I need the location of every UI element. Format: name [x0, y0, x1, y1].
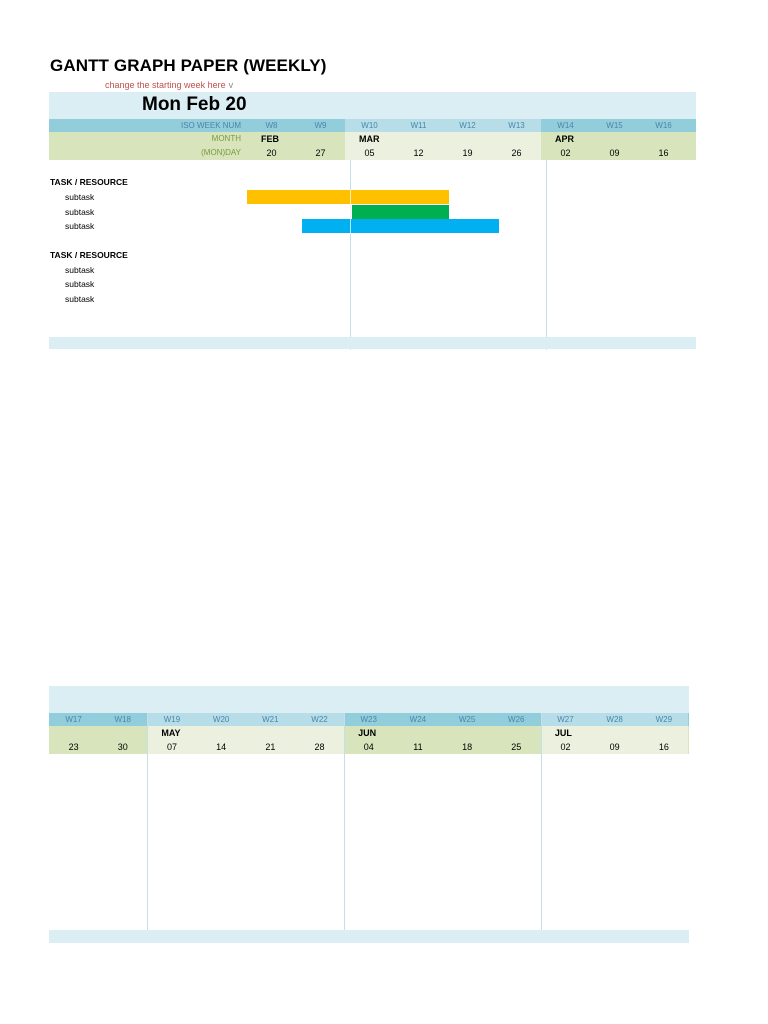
grid-divider [147, 713, 148, 943]
day-cell: 25 [492, 740, 541, 754]
month-cell [246, 726, 295, 740]
month-cell: APR [541, 132, 590, 146]
month-cell: MAR [345, 132, 394, 146]
subtask-label[interactable]: subtask [65, 293, 95, 304]
week-cell: W17 [49, 713, 98, 726]
footer-band-2 [49, 930, 689, 943]
day-cell: 07 [147, 740, 196, 754]
day-cell: 28 [295, 740, 344, 754]
start-date[interactable]: Mon Feb 20 [142, 94, 247, 115]
day-cell: 12 [394, 146, 443, 160]
week-cell: W29 [639, 713, 688, 726]
week-cell: W19 [147, 713, 196, 726]
week-row [49, 119, 696, 132]
day-cell: 20 [247, 146, 296, 160]
gantt-bar[interactable] [247, 190, 449, 204]
day-cell: 30 [98, 740, 147, 754]
day-row-2 [49, 740, 689, 754]
month-cell [639, 132, 688, 146]
header-band-2 [49, 686, 689, 713]
month-cell [295, 726, 344, 740]
day-cell: 02 [541, 740, 590, 754]
week-cell: W8 [247, 119, 296, 132]
month-row-2 [49, 726, 689, 740]
month-cell [98, 726, 147, 740]
week-cell: W16 [639, 119, 688, 132]
subtask-label[interactable]: subtask [65, 206, 95, 217]
month-cell [49, 726, 98, 740]
week-cell: W24 [393, 713, 442, 726]
gantt-bar[interactable] [302, 219, 499, 233]
grid-divider [546, 160, 547, 350]
week-cell: W15 [590, 119, 639, 132]
subtask-label[interactable]: subtask [65, 221, 95, 231]
day-cell: 04 [344, 740, 393, 754]
day-cell: 11 [393, 740, 442, 754]
day-cell: 26 [492, 146, 541, 160]
month-cell [639, 726, 688, 740]
month-cell [590, 726, 639, 740]
hint-arrow: v [228, 80, 234, 90]
week-cell: W13 [492, 119, 541, 132]
day-cell: 18 [443, 740, 492, 754]
month-cell: MAY [147, 726, 196, 740]
task-resource-label[interactable]: TASK / RESOURCE [50, 177, 128, 187]
day-cell: 14 [197, 740, 246, 754]
day-cell: 16 [639, 740, 688, 754]
week-cell: W20 [197, 713, 246, 726]
bar-divider [350, 190, 351, 234]
month-cell: FEB [247, 132, 296, 146]
month-cell: JUL [541, 726, 590, 740]
grid-divider [344, 713, 345, 943]
week-cell: W26 [492, 713, 541, 726]
task-resource-label[interactable]: TASK / RESOURCE [50, 249, 128, 260]
day-cell: 19 [443, 146, 492, 160]
week-cell: W14 [541, 119, 590, 132]
week-cell: W10 [345, 119, 394, 132]
day-cell: 27 [296, 146, 345, 160]
month-cell [492, 726, 541, 740]
week-cell: W23 [344, 713, 393, 726]
month-label: MONTH [211, 134, 241, 143]
month-cell [393, 726, 442, 740]
day-cell: 16 [639, 146, 688, 160]
week-cell: W11 [394, 119, 443, 132]
month-cell [197, 726, 246, 740]
monday-label: (MON)DAY [201, 148, 241, 157]
month-row [49, 132, 696, 146]
week-cell: W22 [295, 713, 344, 726]
week-cell: W28 [590, 713, 639, 726]
day-cell: 21 [246, 740, 295, 754]
week-cell: W21 [246, 713, 295, 726]
month-cell [492, 132, 541, 146]
week-cell: W18 [98, 713, 147, 726]
month-cell [394, 132, 443, 146]
hint-text[interactable]: change the starting week here v [105, 80, 234, 90]
week-cell: W27 [541, 713, 590, 726]
subtask-label[interactable]: subtask [65, 264, 95, 275]
day-cell: 02 [541, 146, 590, 160]
grid-divider [541, 713, 542, 943]
month-cell [590, 132, 639, 146]
month-cell: JUN [344, 726, 393, 740]
day-cell: 23 [49, 740, 98, 754]
iso-week-label: ISO WEEK NUM [180, 121, 241, 130]
day-cell: 09 [590, 740, 639, 754]
subtask-label[interactable]: subtask [65, 279, 95, 289]
subtask-label[interactable]: subtask [65, 192, 95, 202]
page-title: GANTT GRAPH PAPER (WEEKLY) [50, 56, 327, 75]
day-cell: 09 [590, 146, 639, 160]
footer-band [49, 337, 696, 349]
day-row [49, 146, 696, 160]
week-cell: W25 [443, 713, 492, 726]
week-cell: W9 [296, 119, 345, 132]
grid-divider [350, 160, 351, 350]
gantt-bar[interactable] [352, 205, 449, 219]
month-cell [443, 132, 492, 146]
month-cell [296, 132, 345, 146]
week-row-2 [49, 713, 689, 726]
week-cell: W12 [443, 119, 492, 132]
day-cell: 05 [345, 146, 394, 160]
month-cell [443, 726, 492, 740]
